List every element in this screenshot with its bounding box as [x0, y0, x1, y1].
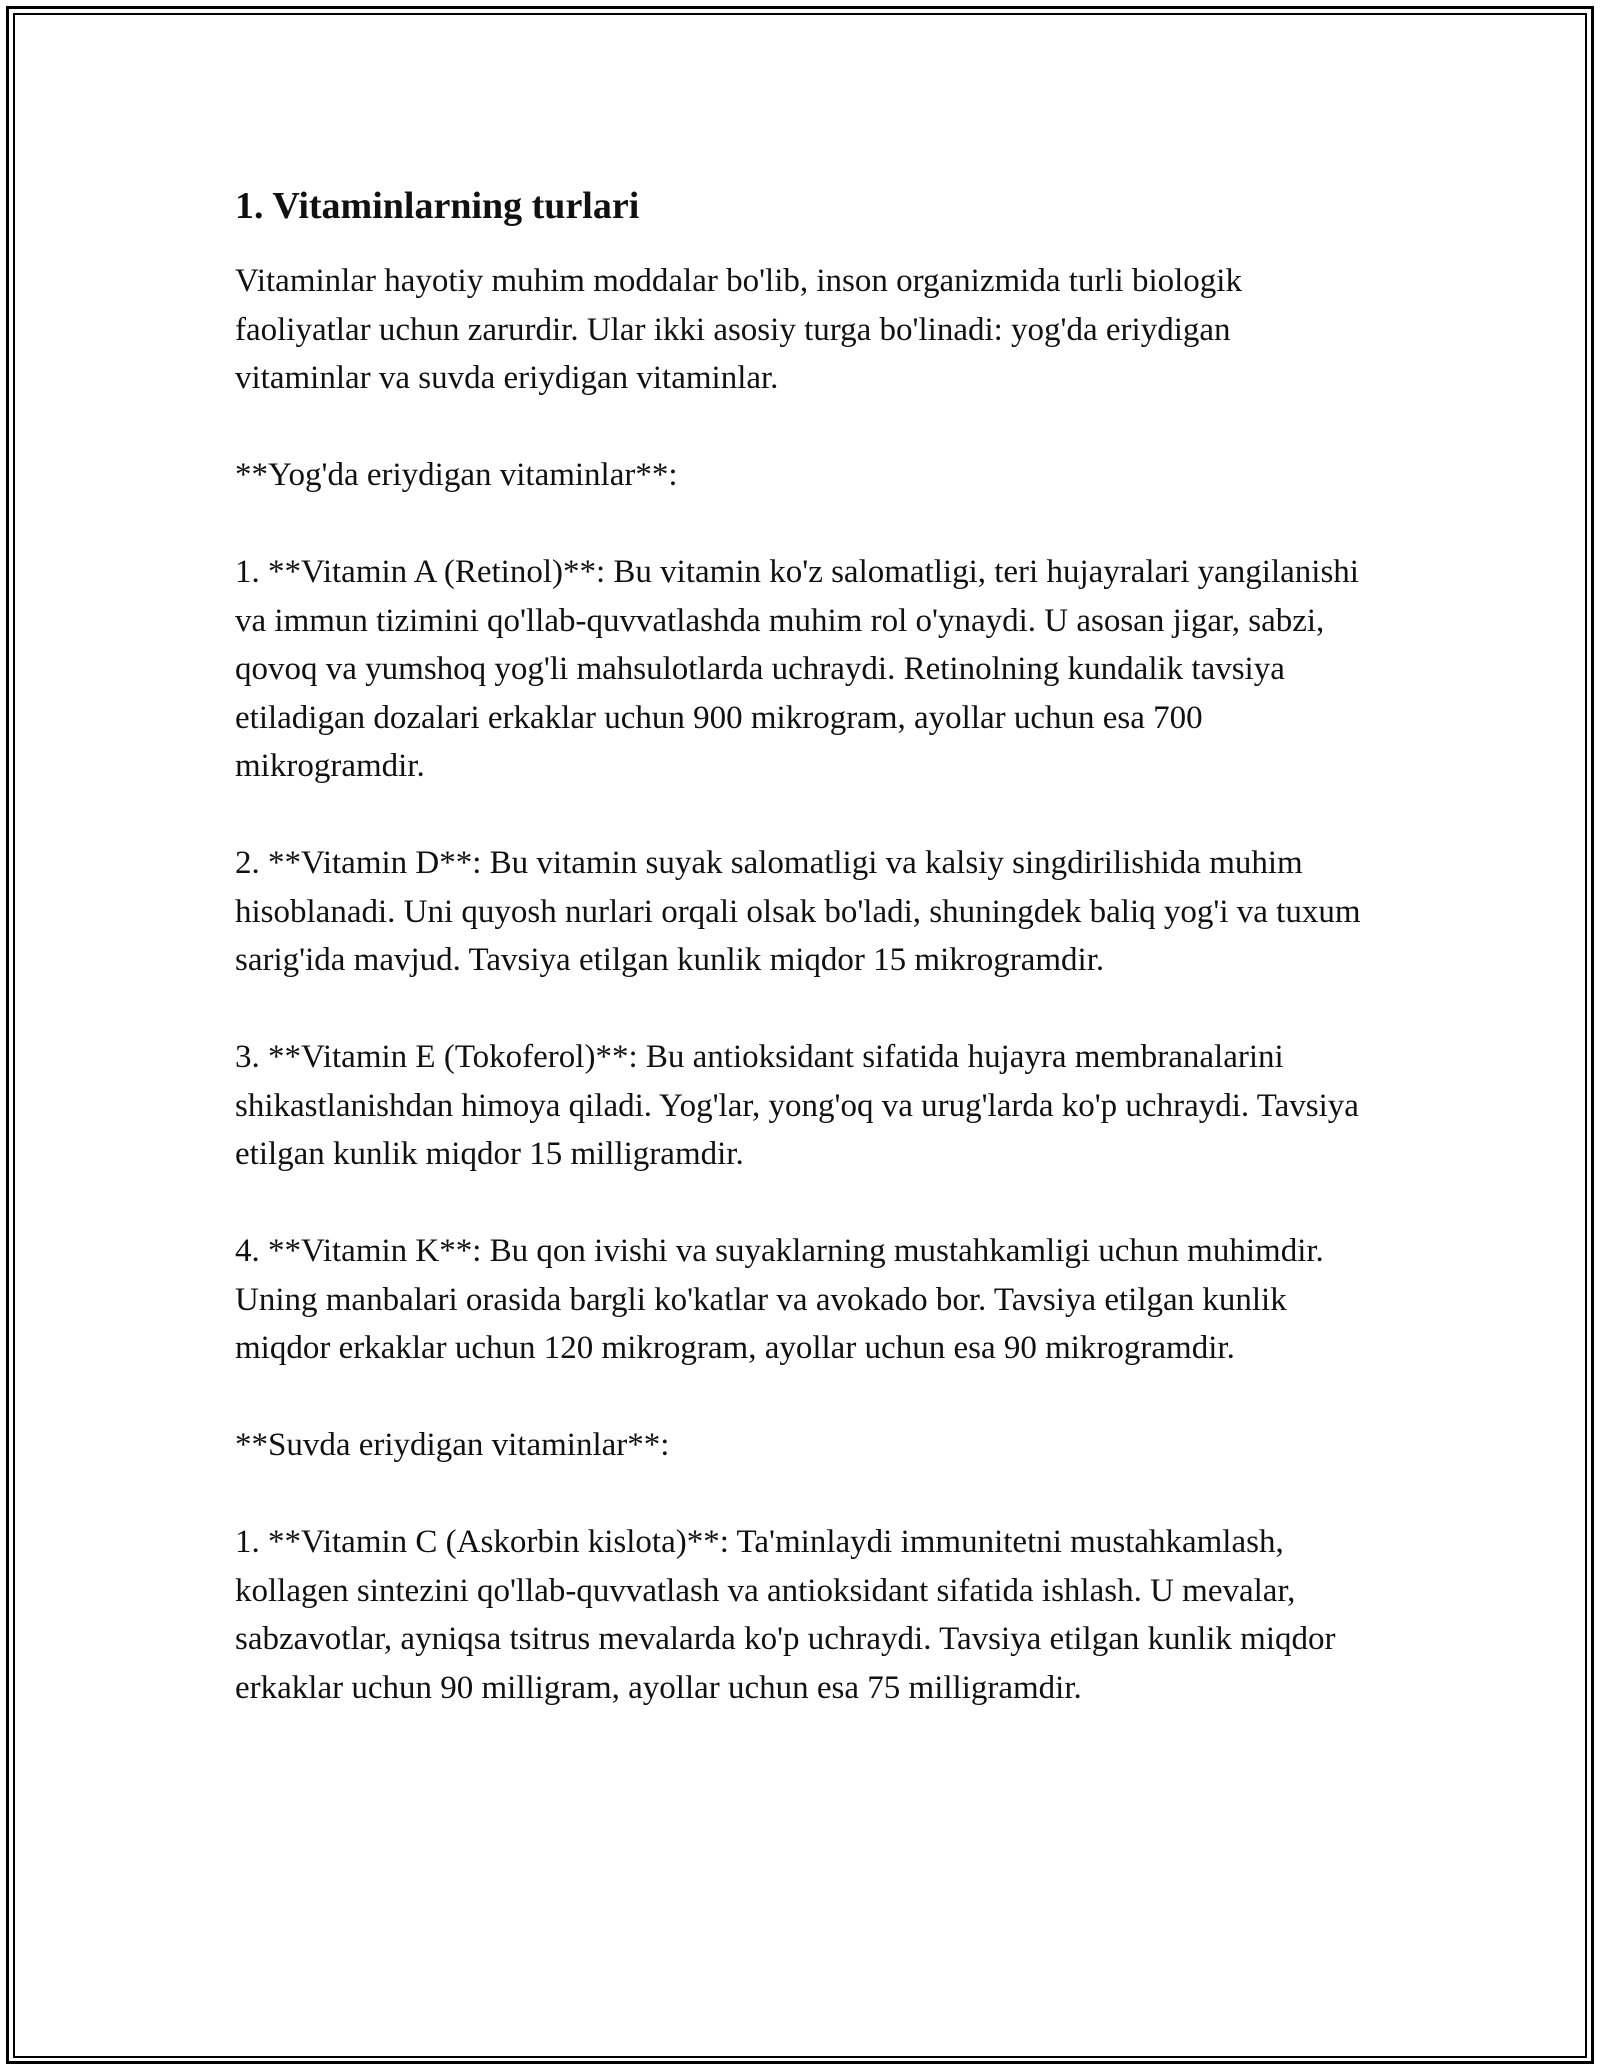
intro-paragraph: Vitaminlar hayotiy muhim moddalar bo'lib, inson organizmida turli biologik faoliyatlar uchun zarurdir. Ular ikki asosiy turga bo'linadi: yog'da eriydigan vitaminlar va suvda eriydigan vitaminlar. [235, 263, 1251, 397]
section-title: 1. Vitaminlarning turlari [235, 185, 640, 227]
vitamin-a-paragraph: 1. **Vitamin A (Retinol)**: Bu vitamin ko'z salomatligi, teri hujayralari yangilanishi va immun tizimini qo'llab-quvvatlashda muhim rol o'ynaydi. U asosan jigar, sabzi, qovoq va yumshoq yog'li mahsulotlarda uchraydi. Retinolning kundalik tavsiya etiladigan dozalari erkaklar uchun 900 mikrogram, ayollar uchun esa 700 mikrogramdir. [235, 554, 1368, 785]
vitamin-d-paragraph: 2. **Vitamin D**: Bu vitamin suyak salomatligi va kalsiy singdirilishida muhim hisoblanadi. Uni quyosh nurlari orqali olsak bo'ladi, shuningdek baliq yog'i va tuxum sarig'ida mavjud. Tavsiya etilgan kunlik miqdor 15 mikrogramdir. [235, 845, 1369, 979]
fat-soluble-heading: **Yog'da eriydigan vitaminlar**: [235, 457, 678, 494]
vitamin-k-paragraph: 4. **Vitamin K**: Bu qon ivishi va suyaklarning mustahkamligi uchun muhimdir. Uning manbalari orasida bargli ko'katlar va avokado bor. Tavsiya etilgan kunlik miqdor erkaklar uchun 120 mikrogram, ayollar uchun esa 90 mikrogramdir. [235, 1233, 1333, 1367]
document-body [235, 180, 1369, 1761]
vitamin-e-paragraph: 3. **Vitamin E (Tokoferol)**: Bu antioksidant sifatida hujayra membranalarini shikastlanishdan himoya qiladi. Yog'lar, yong'oq va urug'larda ko'p uchraydi. Tavsiya etilgan kunlik miqdor 15 milligramdir. [235, 1039, 1368, 1173]
vitamin-c-paragraph: 1. **Vitamin C (Askorbin kislota)**: Ta'minlaydi immunitetni mustahkamlash, kollagen sintezini qo'llab-quvvatlash va antioksidant sifatida ishlash. U mevalar, sabzavotlar, ayniqsa tsitrus mevalarda ko'p uchraydi. Tavsiya etilgan kunlik miqdor erkaklar uchun 90 milligram, ayollar uchun esa 75 milligramdir. [235, 1524, 1344, 1706]
water-soluble-heading: **Suvda eriydigan vitaminlar**: [235, 1427, 670, 1464]
